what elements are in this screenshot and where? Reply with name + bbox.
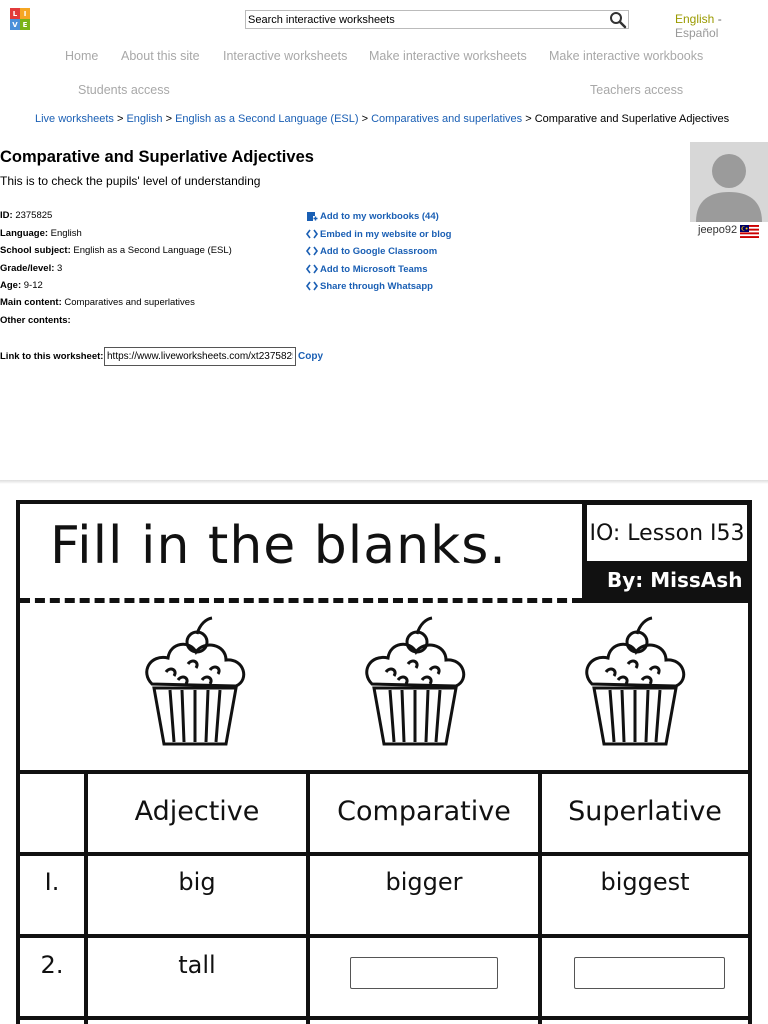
logo-letter: I xyxy=(20,8,30,19)
breadcrumb-separator: > xyxy=(361,113,369,125)
meta-age xyxy=(0,280,43,291)
author-avatar[interactable] xyxy=(690,142,768,222)
action-label: Add to my workbooks (44) xyxy=(320,210,439,222)
copy-link-button[interactable]: Copy xyxy=(298,351,323,362)
code-icon xyxy=(306,245,318,257)
cupcake-icon xyxy=(360,614,470,754)
search-input[interactable] xyxy=(245,10,629,29)
nav-make-workbooks[interactable]: Make interactive workbooks xyxy=(549,49,704,63)
nav-home[interactable]: Home xyxy=(65,49,99,63)
meta-label: Other contents: xyxy=(0,315,71,326)
worksheet-link-field[interactable] xyxy=(104,347,296,366)
meta-value: Comparatives and superlatives xyxy=(64,297,195,308)
meta-grade xyxy=(0,263,62,274)
cupcake-icon xyxy=(140,614,250,754)
add-to-workbooks-link[interactable] xyxy=(306,210,439,222)
cupcake-icon xyxy=(580,614,690,754)
nav-interactive-worksheets[interactable]: Interactive worksheets xyxy=(223,49,348,63)
superlative-cell: biggest xyxy=(600,868,690,896)
page-description: This is to check the pupils' level of understanding xyxy=(0,174,261,188)
meta-id xyxy=(0,210,52,221)
top-bar xyxy=(0,0,768,40)
heading-dashed-line xyxy=(20,598,582,603)
meta-language xyxy=(0,228,82,239)
search-icon[interactable] xyxy=(609,11,627,29)
user-avatar-icon xyxy=(690,142,768,222)
code-icon xyxy=(306,263,318,275)
malaysia-flag-icon xyxy=(740,225,759,238)
language-spanish-link[interactable]: Español xyxy=(675,26,719,40)
meta-value: English xyxy=(50,228,82,239)
language-separator: - xyxy=(717,12,722,26)
nav-about[interactable]: About this site xyxy=(121,49,200,63)
action-label: Embed in my website or blog xyxy=(320,228,452,240)
meta-value: English as a Second Language (ESL) xyxy=(73,245,232,256)
comparative-cell: bigger xyxy=(385,868,463,896)
meta-value: 3 xyxy=(57,263,63,274)
meta-label: Grade/level: xyxy=(0,263,55,274)
meta-label: School subject: xyxy=(0,245,71,256)
link-label: Link to this worksheet: xyxy=(0,351,104,362)
action-label: Share through Whatsapp xyxy=(320,280,433,292)
author-username[interactable]: jeepo92 xyxy=(698,224,738,236)
nav-teachers-access[interactable]: Teachers access xyxy=(590,83,684,97)
meta-label: Main content: xyxy=(0,297,62,308)
action-label: Add to Google Classroom xyxy=(320,245,438,257)
meta-main-content xyxy=(0,297,195,308)
microsoft-teams-link[interactable] xyxy=(306,263,428,275)
breadcrumb-separator: > xyxy=(525,113,532,125)
logo-letter: L xyxy=(10,8,20,19)
whatsapp-share-link[interactable] xyxy=(306,280,433,292)
nav-students-access[interactable]: Students access xyxy=(78,83,170,97)
adjective-cell: big xyxy=(178,868,216,896)
nav-make-worksheets[interactable]: Make interactive worksheets xyxy=(369,49,527,63)
worksheet-canvas xyxy=(0,484,768,1024)
breadcrumb-link[interactable]: English xyxy=(126,113,163,125)
breadcrumb xyxy=(35,113,729,125)
site-logo[interactable] xyxy=(10,8,30,30)
meta-label: Language: xyxy=(0,228,49,239)
breadcrumb-current: Comparative and Superlative Adjectives xyxy=(534,113,730,125)
action-label: Add to Microsoft Teams xyxy=(320,263,428,275)
column-header: Comparative xyxy=(337,795,511,827)
row-number: 2. xyxy=(40,951,64,979)
worksheet-heading: Fill in the blanks. xyxy=(50,516,507,576)
code-icon xyxy=(306,228,318,240)
author-byline: By: MissAsh xyxy=(607,568,743,592)
table-line xyxy=(20,770,748,774)
lesson-label: IO: Lesson I53 xyxy=(587,505,747,561)
language-english-link[interactable]: English xyxy=(675,12,715,26)
language-switcher xyxy=(675,12,768,40)
embed-link[interactable] xyxy=(306,228,451,240)
google-classroom-link[interactable] xyxy=(306,245,437,257)
column-header: Adjective xyxy=(134,795,260,827)
breadcrumb-link[interactable]: Live worksheets xyxy=(35,113,114,125)
breadcrumb-link[interactable]: Comparatives and superlatives xyxy=(371,113,523,125)
meta-subject xyxy=(0,245,232,256)
code-icon xyxy=(306,280,318,292)
logo-letter: V xyxy=(10,19,20,30)
row-number: I. xyxy=(44,868,60,896)
page-title: Comparative and Superlative Adjectives xyxy=(0,148,314,166)
meta-value: 2375825 xyxy=(15,210,53,221)
column-header: Superlative xyxy=(568,795,722,827)
meta-label: Age: xyxy=(0,280,22,291)
table-line xyxy=(20,1016,748,1020)
comparative-answer-input[interactable] xyxy=(350,957,498,989)
meta-label: ID: xyxy=(0,210,13,221)
meta-value: 9-12 xyxy=(23,280,43,291)
breadcrumb-separator: > xyxy=(116,113,124,125)
logo-letter: E xyxy=(20,19,30,30)
add-workbook-icon xyxy=(306,210,318,222)
meta-other-contents xyxy=(0,315,71,326)
breadcrumb-link[interactable]: English as a Second Language (ESL) xyxy=(175,113,359,125)
superlative-answer-input[interactable] xyxy=(574,957,725,989)
adjective-cell: tall xyxy=(178,951,216,979)
breadcrumb-separator: > xyxy=(165,113,173,125)
